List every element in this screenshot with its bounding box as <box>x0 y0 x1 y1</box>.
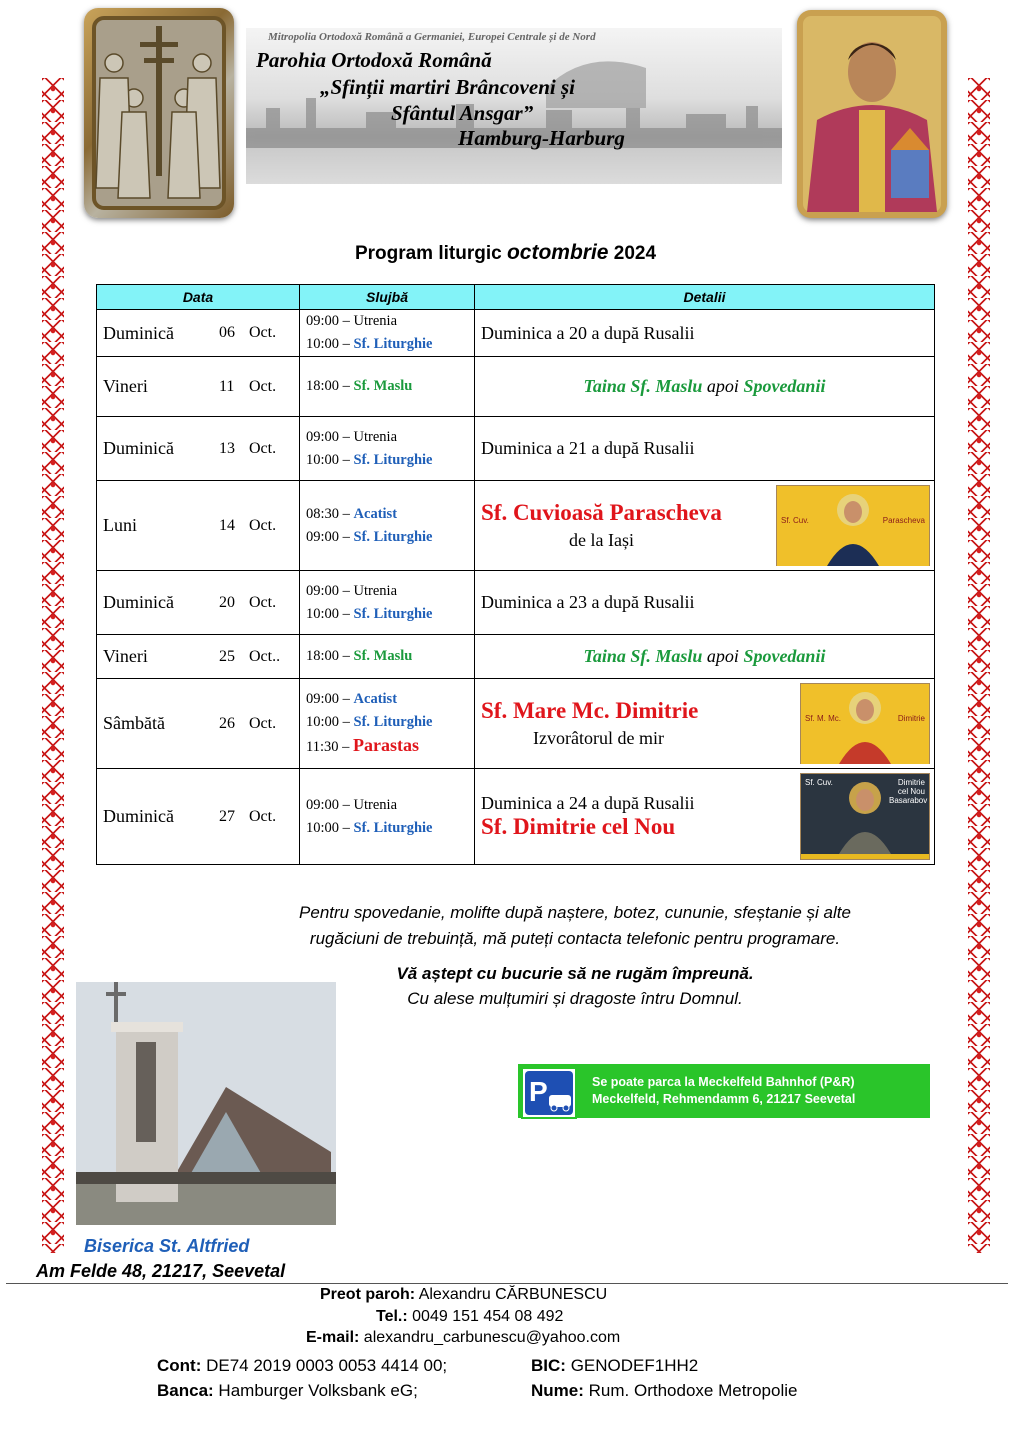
service-line <box>306 375 468 398</box>
date-month: Oct. <box>249 324 277 341</box>
date-day-number: 11 <box>219 377 235 395</box>
table-row <box>97 310 935 357</box>
service-time: 10:00 – <box>306 336 350 352</box>
date-day-number: 06 <box>219 324 235 341</box>
parking-line1: Se poate parca la Meckelfeld Bahnhof (P&R) <box>592 1075 855 1089</box>
cell-date <box>97 310 300 357</box>
tel-number: 0049 151 454 08 492 <box>412 1308 564 1325</box>
cell-details <box>475 481 935 571</box>
parish-patron-line1: „Sfinții martiri Brâncoveni și <box>320 75 575 99</box>
header-service: Slujbă <box>300 285 475 310</box>
saint-dimitrie-icon <box>800 683 930 764</box>
service-name: Sf. Liturghie <box>353 605 433 622</box>
cell-date <box>97 679 300 769</box>
service-name: Sf. Maslu <box>353 378 413 394</box>
footer-email <box>306 1329 620 1347</box>
feast-title: Sf. Cuvioasă Parascheva <box>481 500 722 525</box>
service-line <box>306 688 468 711</box>
service-time: 18:00 – <box>306 648 350 664</box>
details-text: Spovedanii <box>743 646 826 666</box>
priest-label: Preot paroh: <box>320 1286 416 1303</box>
feast-title: Sf. Mare Mc. Dimitrie <box>481 698 699 723</box>
cell-service <box>300 635 475 679</box>
service-name: Sf. Liturghie <box>353 819 433 836</box>
details-text: Duminica a 24 a după Rusalii <box>481 793 695 813</box>
service-name: Sf. Liturghie <box>353 714 433 730</box>
invitation-text: Vă aștept cu bucurie să ne rugăm împreună. <box>396 964 754 983</box>
service-name: Utrenia <box>353 796 398 813</box>
date-weekday: Duminică <box>103 806 174 826</box>
cell-service <box>300 357 475 417</box>
cell-service <box>300 310 475 357</box>
service-time: 09:00 – <box>306 313 350 329</box>
service-name: Utrenia <box>353 428 398 445</box>
bic-code: GENODEF1HH2 <box>570 1356 699 1375</box>
cell-date <box>97 769 300 865</box>
service-line <box>306 426 468 449</box>
service-name: Sf. Liturghie <box>353 336 433 352</box>
service-time: 11:30 – <box>306 739 350 755</box>
service-line <box>306 310 468 333</box>
date-weekday: Duminică <box>103 438 174 458</box>
cell-service <box>300 571 475 635</box>
date-weekday: Sâmbătă <box>103 713 165 733</box>
cell-details <box>475 571 935 635</box>
service-time: 09:00 – <box>306 691 350 707</box>
date-day-number: 26 <box>219 714 235 732</box>
header-banner <box>246 28 782 184</box>
service-line <box>306 645 468 668</box>
date-day-number: 25 <box>219 647 235 665</box>
nume-label: Nume: <box>531 1381 584 1400</box>
church-name: Biserica St. Altfried <box>84 1236 250 1256</box>
icon-label-right: Dimitrie <box>897 714 925 723</box>
date-month: Oct. <box>249 593 277 611</box>
details-text: Taina Sf. Maslu <box>583 376 703 396</box>
parking-icon <box>521 1067 577 1119</box>
icon-label-right: Dimitrie cel Nou Basarabov <box>889 778 928 805</box>
service-line <box>306 711 468 734</box>
cell-date <box>97 635 300 679</box>
service-name: Parastas <box>353 735 419 755</box>
date-weekday: Vineri <box>103 646 148 666</box>
icon-label-left: Sf. Cuv. <box>805 778 833 787</box>
parish-city: Hamburg-Harburg <box>458 126 625 150</box>
cont-label: Cont: <box>157 1356 202 1375</box>
icon-label-left: Sf. M. Mc. <box>805 714 841 723</box>
details-text: Duminica a 21 a după Rusalii <box>481 438 695 458</box>
cell-date <box>97 571 300 635</box>
service-time: 18:00 – <box>306 378 350 394</box>
parish-title: Parohia Ortodoxă Română <box>256 48 492 72</box>
table-header-row <box>97 285 935 310</box>
feast-subtitle: de la Iași <box>569 530 634 550</box>
svg-text:P: P <box>529 1076 548 1107</box>
cell-details <box>475 357 935 417</box>
nume-value: Rum. Orthodoxe Metropolie <box>588 1381 798 1400</box>
service-time: 09:00 – <box>306 428 350 445</box>
date-day-number: 27 <box>219 807 235 825</box>
service-time: 09:00 – <box>306 796 350 813</box>
saint-parascheva-icon <box>776 485 930 566</box>
cell-details <box>475 635 935 679</box>
service-time: 08:30 – <box>306 505 350 522</box>
cell-details <box>475 679 935 769</box>
date-weekday: Luni <box>103 515 137 535</box>
cell-service <box>300 769 475 865</box>
service-name: Acatist <box>353 505 398 522</box>
service-name: Sf. Maslu <box>353 648 413 664</box>
email-address[interactable]: alexandru_carbunescu@yahoo.com <box>363 1329 621 1346</box>
contact-note-line2: rugăciuni de trebuință, mă puteți contacta telefonic pentru programare. <box>309 929 841 948</box>
thanks-text: Cu alese mulțumiri și dragoste întru Domnul. <box>407 989 743 1008</box>
date-month: Oct. <box>249 516 277 534</box>
details-text: Taina Sf. Maslu <box>583 646 703 666</box>
table-row <box>97 769 935 865</box>
tel-label: Tel.: <box>376 1308 408 1325</box>
date-day-number: 14 <box>219 516 235 534</box>
header-details: Detalii <box>475 285 935 310</box>
service-line <box>306 794 468 817</box>
contact-note-line1: Pentru spovedanie, molifte după naștere, botez, cununie, sfeștanie și alte <box>299 903 851 922</box>
service-time: 10:00 – <box>306 605 350 622</box>
details-text: apoi <box>706 376 739 396</box>
date-month: Oct. <box>249 439 277 457</box>
date-weekday: Duminică <box>103 322 174 343</box>
footer-divider <box>6 1283 1008 1284</box>
details-line <box>481 646 928 667</box>
footer-tel <box>376 1308 563 1326</box>
table-row <box>97 571 935 635</box>
footer-account-name <box>531 1381 797 1401</box>
table-row <box>97 417 935 481</box>
program-title <box>0 241 1011 265</box>
metropolis-line: Mitropolia Ortodoxă Română a Germaniei, Europei Centrale și de Nord <box>268 31 596 43</box>
service-line <box>306 333 468 356</box>
cell-details <box>475 417 935 481</box>
email-label: E-mail: <box>306 1329 360 1346</box>
service-name: Sf. Liturghie <box>353 528 433 545</box>
program-title-prefix: Program liturgic <box>354 243 502 264</box>
service-time: 10:00 – <box>306 819 350 836</box>
table-row <box>97 679 935 769</box>
details-text: Duminica a 23 a după Rusalii <box>481 592 695 612</box>
details-text: Duminica a 20 a după Rusalii <box>481 322 695 343</box>
cont-iban: DE74 2019 0003 0053 4414 00; <box>206 1356 448 1375</box>
cell-details <box>475 769 935 865</box>
parish-patron-line2: Sfântul Ansgar” <box>391 101 534 125</box>
service-line <box>306 817 468 840</box>
saint-ansgar-icon <box>797 10 947 218</box>
date-day-number: 20 <box>219 593 235 611</box>
details-line <box>481 376 928 397</box>
bic-label: BIC: <box>531 1356 566 1375</box>
icon-label-left: Sf. Cuv. <box>781 516 809 525</box>
church-address: Am Felde 48, 21217, Seevetal <box>36 1261 286 1281</box>
service-line <box>306 503 468 526</box>
table-row <box>97 635 935 679</box>
footer-account <box>157 1356 447 1376</box>
banca-label: Banca: <box>157 1381 214 1400</box>
service-time: 10:00 – <box>306 714 350 730</box>
date-day-number: 13 <box>219 439 235 457</box>
date-month: Oct. <box>249 807 277 825</box>
service-name: Utrenia <box>353 582 398 599</box>
program-title-year: 2024 <box>613 243 657 264</box>
service-name: Sf. Liturghie <box>353 451 433 468</box>
footer-priest <box>320 1286 607 1304</box>
footer-bank <box>157 1381 418 1401</box>
header-date: Data <box>97 285 300 310</box>
service-time: 09:00 – <box>306 582 350 599</box>
program-title-month: octombrie <box>506 241 609 264</box>
date-month: Oct. <box>249 714 277 732</box>
cell-date <box>97 481 300 571</box>
cell-date <box>97 417 300 481</box>
service-line <box>306 526 468 549</box>
service-line <box>306 603 468 626</box>
banca-name: Hamburger Volksbank eG; <box>218 1381 418 1400</box>
service-time: 09:00 – <box>306 528 350 545</box>
date-month: Oct. <box>249 377 277 395</box>
cell-service <box>300 417 475 481</box>
parking-line2: Meckelfeld, Rehmendamm 6, 21217 Seevetal <box>592 1092 856 1106</box>
footer-bic <box>531 1356 698 1376</box>
cell-service <box>300 481 475 571</box>
date-weekday: Vineri <box>103 376 148 396</box>
service-line <box>306 580 468 603</box>
table-row <box>97 481 935 571</box>
saint-dimitrie-cel-nou-icon <box>800 773 930 860</box>
schedule-table <box>96 284 935 865</box>
table-row <box>97 357 935 417</box>
icon-label-right: Parascheva <box>882 516 925 525</box>
service-line <box>306 734 468 759</box>
parking-info-box <box>518 1064 930 1118</box>
details-text: Spovedanii <box>743 376 826 396</box>
service-time: 10:00 – <box>306 451 350 468</box>
church-photo <box>76 982 336 1225</box>
service-name: Acatist <box>353 691 398 707</box>
feast-title: Sf. Dimitrie cel Nou <box>481 814 676 839</box>
contact-note <box>230 900 920 952</box>
cell-date <box>97 357 300 417</box>
details-text: apoi <box>706 646 739 666</box>
service-line <box>306 449 468 472</box>
feast-subtitle: Izvorâtorul de mir <box>533 728 664 748</box>
cell-service <box>300 679 475 769</box>
cell-details <box>475 310 935 357</box>
priest-name: Alexandru CĂRBUNESCU <box>418 1286 608 1303</box>
service-name: Utrenia <box>353 313 398 329</box>
date-weekday: Duminică <box>103 592 174 612</box>
date-month: Oct.. <box>249 647 281 665</box>
brancoveni-martyrs-icon <box>84 8 234 218</box>
